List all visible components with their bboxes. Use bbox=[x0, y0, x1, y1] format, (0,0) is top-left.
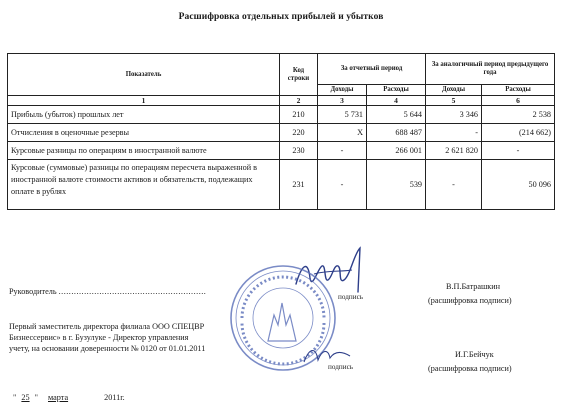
manager-dots: .......................................................... bbox=[58, 287, 207, 296]
cell-current-income: X bbox=[318, 124, 367, 142]
table-row bbox=[8, 106, 555, 124]
cell-current-income: - bbox=[318, 142, 367, 160]
header-row bbox=[8, 54, 555, 85]
header-previous-period: За аналогичный период предыдущего года bbox=[426, 54, 555, 85]
row-code: 230 bbox=[280, 142, 318, 160]
deputy-sign-caption: подпись bbox=[328, 363, 354, 371]
cell-current-expense: 266 001 bbox=[367, 142, 426, 160]
cell-previous-expense: - bbox=[482, 142, 555, 160]
cell-previous-expense: 50 096 bbox=[482, 160, 555, 210]
header-previous-income: Доходы bbox=[426, 85, 482, 96]
date-year: 2011г. bbox=[104, 393, 125, 402]
cell-previous-income: - bbox=[426, 160, 482, 210]
deputy-handwritten-signature bbox=[300, 340, 360, 370]
manager-name-caption: (расшифровка подписи) bbox=[428, 296, 512, 305]
row-code: 210 bbox=[280, 106, 318, 124]
deputy-name-caption: (расшифровка подписи) bbox=[428, 364, 512, 373]
cell-previous-expense: 2 538 bbox=[482, 106, 555, 124]
cell-current-income: 5 731 bbox=[318, 106, 367, 124]
manager-label: Руководитель bbox=[9, 287, 57, 296]
column-index: 2 bbox=[280, 96, 318, 106]
date-line bbox=[13, 392, 125, 403]
row-name: Курсовые разницы по операциям в иностранной валюте bbox=[8, 142, 280, 160]
table-row bbox=[8, 142, 555, 160]
deputy-line: учету, на основании доверенности № 0120 от 01.01.2011 bbox=[9, 344, 206, 354]
table-row bbox=[8, 160, 555, 210]
row-name: Отчисления в оценочные резервы bbox=[8, 124, 280, 142]
deputy-line: Первый заместитель директора филиала ООО СПЕЦВР bbox=[9, 322, 205, 331]
date-month: марта bbox=[48, 393, 69, 402]
cell-current-expense: 688 487 bbox=[367, 124, 426, 142]
row-name: Курсовые (суммовые) разницы по операциям пересчета выраженной в иностранной валюте стоимости активов и обязательств, подлежащих оплате в рублях bbox=[8, 160, 280, 210]
column-index: 3 bbox=[318, 96, 367, 106]
manager-sign-caption: подпись bbox=[338, 293, 364, 301]
cell-current-expense: 539 bbox=[367, 160, 426, 210]
cell-previous-income: - bbox=[426, 124, 482, 142]
column-index: 1 bbox=[8, 96, 280, 106]
cell-current-expense: 5 644 bbox=[367, 106, 426, 124]
deputy-name: И.Г.Бейчук bbox=[455, 350, 494, 359]
profit-loss-table bbox=[7, 53, 555, 210]
deputy-line: Бизнессервис» в г. Бузулуке - Директор управления bbox=[9, 333, 189, 343]
date-quote-close: " bbox=[34, 393, 38, 402]
header-current-period: За отчетный период bbox=[318, 54, 426, 85]
header-code: Код строки bbox=[280, 54, 318, 96]
header-previous-expense: Расходы bbox=[482, 85, 555, 96]
header-indicator: Показатель bbox=[8, 54, 280, 96]
column-index: 6 bbox=[482, 96, 555, 106]
manager-signature-line bbox=[9, 286, 206, 297]
column-index-row bbox=[8, 96, 555, 106]
column-index: 4 bbox=[367, 96, 426, 106]
row-code: 220 bbox=[280, 124, 318, 142]
table-row bbox=[8, 124, 555, 142]
date-quote-open: " bbox=[13, 393, 17, 402]
column-index: 5 bbox=[426, 96, 482, 106]
manager-name: В.П.Батрашкин bbox=[446, 282, 501, 291]
row-name: Прибыль (убыток) прошлых лет bbox=[8, 106, 280, 124]
header-current-income: Доходы bbox=[318, 85, 367, 96]
cell-previous-income: 3 346 bbox=[426, 106, 482, 124]
cell-current-income: - bbox=[318, 160, 367, 210]
date-day: 25 bbox=[21, 393, 30, 402]
cell-previous-expense: (214 662) bbox=[482, 124, 555, 142]
page-title: Расшифровка отдельных прибылей и убытков bbox=[178, 12, 384, 22]
header-current-expense: Расходы bbox=[367, 85, 426, 96]
row-code: 231 bbox=[280, 160, 318, 210]
cell-previous-income: 2 621 820 bbox=[426, 142, 482, 160]
